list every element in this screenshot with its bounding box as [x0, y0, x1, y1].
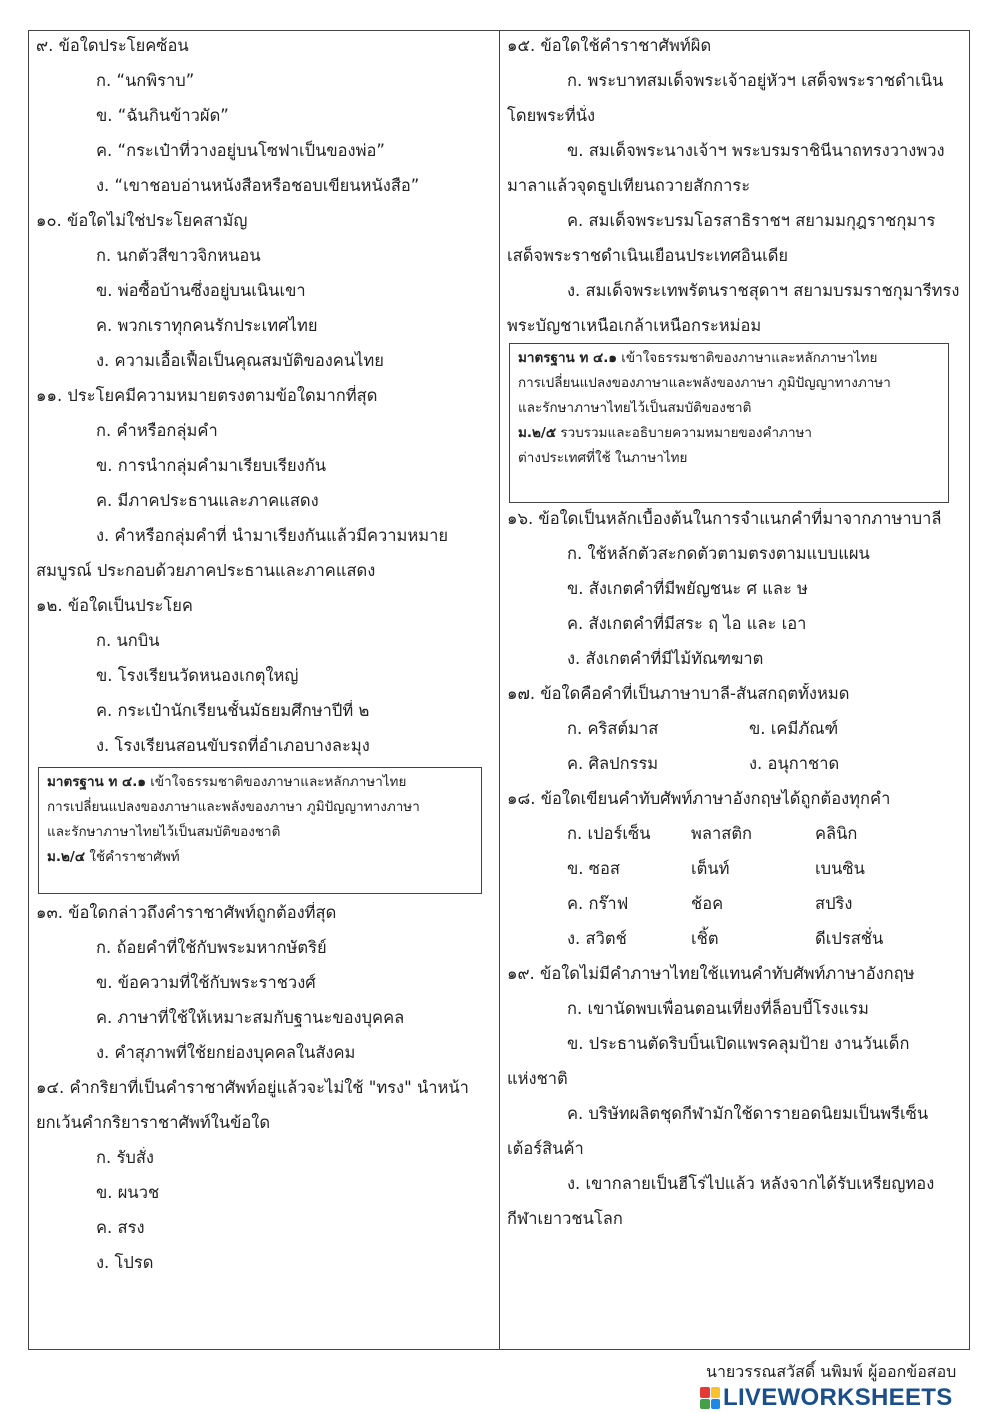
option-word-3: ดีเปรสชั่น [815, 929, 884, 948]
indicator-label: ม.๒/๔ [47, 849, 86, 865]
question-17-title: ๑๗. ข้อใดคือคำที่เป็นภาษาบาลี-สันสกฤตทั้งหมด [507, 684, 850, 703]
question-16-title: ๑๖. ข้อใดเป็นหลักเบื้องต้นในการจำแนกคำที่มาจากภาษาบาลี [507, 509, 942, 528]
question-12-option-c[interactable]: ค. กระเป๋านักเรียนชั้นมัธยมศึกษาปีที่ ๒ [96, 701, 370, 720]
question-15-option-a-continuation: โดยพระที่นั่ง [507, 106, 596, 125]
question-10-option-d[interactable]: ง. ความเอื้อเฟื้อเป็นคุณสมบัติของคนไทย [96, 351, 384, 370]
option-word-1: ค. กร๊าฟ [567, 894, 629, 913]
question-11-option-d-continuation: สมบูรณ์ ประกอบด้วยภาคประธานและภาคแสดง [36, 561, 376, 580]
standard-line-3: และรักษาภาษาไทยไว้เป็นสมบัติของชาติ [518, 400, 752, 416]
question-12-option-d[interactable]: ง. โรงเรียนสอนขับรถที่อำเภอบางละมุง [96, 736, 370, 755]
question-18-option-c[interactable] [567, 893, 965, 915]
question-10-option-c[interactable]: ค. พวกเราทุกคนรักประเทศไทย [96, 316, 318, 335]
question-13-option-a[interactable]: ก. ถ้อยคำที่ใช้กับพระมหากษัตริย์ [96, 938, 327, 957]
indicator-label: ม.๒/๕ [518, 425, 557, 441]
question-17-row-2 [567, 753, 839, 775]
question-15-option-b[interactable]: ข. สมเด็จพระนางเจ้าฯ พระบรมราชินีนาถทรงวางพวง [567, 141, 945, 160]
question-19-option-d-continuation: กีฬาเยาวชนโลก [507, 1209, 623, 1228]
question-16-option-d[interactable]: ง. สังเกตคำที่มีไม้ทัณฑฆาต [567, 649, 764, 668]
question-14-title: ๑๔. คำกริยาที่เป็นคำราชาศัพท์อยู่แล้วจะไม่ใช้ "ทรง" นำหน้า [36, 1078, 469, 1097]
question-17-option-b[interactable]: ข. เคมีภัณฑ์ [749, 719, 839, 738]
standard-line-1 [518, 346, 940, 371]
question-17-row-1 [567, 718, 838, 740]
question-12-option-b[interactable]: ข. โรงเรียนวัดหนองเกตุใหญ่ [96, 666, 299, 685]
question-16-option-b[interactable]: ข. สังเกตคำที่มีพยัญชนะ ศ และ ษ [567, 579, 808, 598]
question-18-option-b[interactable] [567, 858, 965, 880]
question-14-title-continuation: ยกเว้นคำกริยาราชาศัพท์ในข้อใด [36, 1113, 271, 1132]
question-9-option-c[interactable]: ค. “กระเป๋าที่วางอยู่บนโซฟาเป็นของพ่อ” [96, 141, 385, 160]
standard-label: มาตรฐาน ท ๔.๑ [47, 774, 146, 790]
question-9-option-d[interactable]: ง. “เขาชอบอ่านหนังสือหรือชอบเขียนหนังสือ” [96, 176, 420, 195]
question-19-option-b[interactable]: ข. ประธานตัดริบบิ้นเปิดแพรคลุมป้าย งานวันเด็ก [567, 1034, 910, 1053]
question-16-option-a[interactable]: ก. ใช้หลักตัวสะกดตัวตามตรงตามแบบแผน [567, 544, 870, 563]
option-word-3: เบนซิน [815, 859, 865, 878]
question-13-title: ๑๓. ข้อใดกล่าวถึงคำราชาศัพท์ถูกต้องที่สุด [36, 903, 337, 922]
standard-line-2: การเปลี่ยนแปลงของภาษาและพลังของภาษา ภูมิปัญญาทางภาษา [47, 799, 420, 815]
question-10-option-a[interactable]: ก. นกตัวสีขาวจิกหนอน [96, 246, 261, 265]
option-word-2: ช้อค [691, 894, 724, 913]
option-word-3: สปริง [815, 894, 853, 913]
question-13-option-c[interactable]: ค. ภาษาที่ใช้ให้เหมาะสมกับฐานะของบุคคล [96, 1008, 405, 1027]
question-15-option-a[interactable]: ก. พระบาทสมเด็จพระเจ้าอยู่หัวฯ เสด็จพระราชดำเนิน [567, 71, 944, 90]
option-word-1: ข. ซอส [567, 859, 620, 878]
question-12-option-a[interactable]: ก. นกบิน [96, 631, 160, 650]
question-19-option-a[interactable]: ก. เขานัดพบเพื่อนตอนเที่ยงที่ล็อบบี้โรงแรม [567, 999, 869, 1018]
question-14-option-c[interactable]: ค. สรง [96, 1218, 145, 1237]
option-word-1: ก. เปอร์เซ็น [567, 824, 651, 843]
question-18-title: ๑๘. ข้อใดเขียนคำทับศัพท์ภาษาอังกฤษได้ถูกต้องทุกคำ [507, 789, 891, 808]
question-11-option-d[interactable]: ง. คำหรือกลุ่มคำที่ นำมาเรียงกันแล้วมีความหมาย [96, 526, 449, 545]
logo-icon [700, 1387, 720, 1409]
indicator-line-2: ต่างประเทศที่ใช้ ในภาษาไทย [518, 450, 688, 466]
standard-box-left [38, 767, 482, 894]
option-word-2: เต็นท์ [691, 859, 730, 878]
question-19-option-c-continuation: เต้อร์สินค้า [507, 1139, 584, 1158]
standard-line-1 [47, 770, 473, 795]
question-11-option-c[interactable]: ค. มีภาคประธานและภาคแสดง [96, 491, 319, 510]
indicator-line [518, 421, 940, 446]
standard-line-3: และรักษาภาษาไทยไว้เป็นสมบัติของชาติ [47, 824, 281, 840]
question-9-title: ๙. ข้อใดประโยคซ้อน [36, 36, 189, 55]
question-19-title: ๑๙. ข้อใดไม่มีคำภาษาไทยใช้แทนคำทับศัพท์ภาษาอังกฤษ [507, 964, 915, 983]
question-13-option-b[interactable]: ข. ข้อความที่ใช้กับพระราชวงศ์ [96, 973, 316, 992]
indicator-text: ใช้คำราชาศัพท์ [85, 849, 180, 865]
question-11-option-b[interactable]: ข. การนำกลุ่มคำมาเรียบเรียงกัน [96, 456, 326, 475]
question-11-title: ๑๑. ประโยคมีความหมายตรงตามข้อใดมากที่สุด [36, 386, 378, 405]
question-16-option-c[interactable]: ค. สังเกตคำที่มีสระ ฤ ไอ และ เอา [567, 614, 807, 633]
question-15-option-b-continuation: มาลาแล้วจุดธูปเทียนถวายสักการะ [507, 176, 751, 195]
question-14-option-b[interactable]: ข. ผนวช [96, 1183, 160, 1202]
author-credit: นายวรรณสวัสดิ์ นพิมพ์ ผู้ออกข้อสอบ [706, 1362, 957, 1381]
question-17-option-d[interactable]: ง. อนุกาชาด [749, 754, 840, 773]
standard-line-1-text: เข้าใจธรรมชาติของภาษาและหลักภาษาไทย [145, 774, 407, 790]
question-15-option-c[interactable]: ค. สมเด็จพระบรมโอรสาธิราชฯ สยามมกุฎราชกุมาร [567, 211, 936, 230]
question-15-option-d-continuation: พระบัญชาเหนือเกล้าเหนือกระหม่อม [507, 316, 762, 335]
indicator-line [47, 845, 473, 870]
indicator-text: รวบรวมและอธิบายความหมายของคำภาษา [556, 425, 813, 441]
standard-label: มาตรฐาน ท ๔.๑ [518, 350, 617, 366]
question-12-title: ๑๒. ข้อใดเป็นประโยค [36, 596, 193, 615]
question-18-option-a[interactable] [567, 823, 965, 845]
question-17-option-c[interactable]: ค. ศิลปกรรม [567, 754, 659, 773]
question-15-title: ๑๕. ข้อใดใช้คำราชาศัพท์ผิด [507, 36, 712, 55]
standard-line-2: การเปลี่ยนแปลงของภาษาและพลังของภาษา ภูมิปัญญาทางภาษา [518, 375, 891, 391]
question-9-option-a[interactable]: ก. “นกพิราบ” [96, 71, 195, 90]
question-9-option-b[interactable]: ข. “ฉันกินข้าวผัด” [96, 106, 229, 125]
question-10-option-b[interactable]: ข. พ่อซื้อบ้านซึ่งอยู่บนเนินเขา [96, 281, 306, 300]
column-divider [499, 30, 500, 1350]
question-19-option-b-continuation: แห่งชาติ [507, 1069, 568, 1088]
question-14-option-d[interactable]: ง. โปรด [96, 1253, 154, 1272]
question-13-option-d[interactable]: ง. คำสุภาพที่ใช้ยกย่องบุคคลในสังคม [96, 1043, 356, 1062]
standard-line-1-text: เข้าใจธรรมชาติของภาษาและหลักภาษาไทย [616, 350, 878, 366]
option-word-1: ง. สวิตช์ [567, 929, 627, 948]
standard-box-right [509, 343, 949, 503]
option-word-2: พลาสติก [691, 824, 753, 843]
question-14-option-a[interactable]: ก. รับสั่ง [96, 1148, 154, 1167]
option-word-2: เชิ้ต [691, 929, 719, 948]
question-15-option-c-continuation: เสด็จพระราชดำเนินเยือนประเทศอินเดีย [507, 246, 789, 265]
question-17-option-a[interactable]: ก. คริสต์มาส [567, 719, 659, 738]
question-19-option-c[interactable]: ค. บริษัทผลิตชุดกีฬามักใช้ดารายอดนิยมเป็นพรีเซ็น [567, 1104, 929, 1123]
question-10-title: ๑๐. ข้อใดไม่ใช่ประโยคสามัญ [36, 211, 248, 230]
question-11-option-a[interactable]: ก. คำหรือกลุ่มคำ [96, 421, 218, 440]
liveworksheets-logo[interactable] [700, 1384, 953, 1412]
option-word-3: คลินิก [815, 824, 858, 843]
question-15-option-d[interactable]: ง. สมเด็จพระเทพรัตนราชสุดาฯ สยามบรมราชกุมารีทรง [567, 281, 960, 300]
question-18-option-d[interactable] [567, 928, 965, 950]
question-19-option-d[interactable]: ง. เขากลายเป็นฮีโร่ไปแล้ว หลังจากได้รับเหรียญทอง [567, 1174, 935, 1193]
logo-text: LIVEWORKSHEETS [723, 1384, 953, 1411]
